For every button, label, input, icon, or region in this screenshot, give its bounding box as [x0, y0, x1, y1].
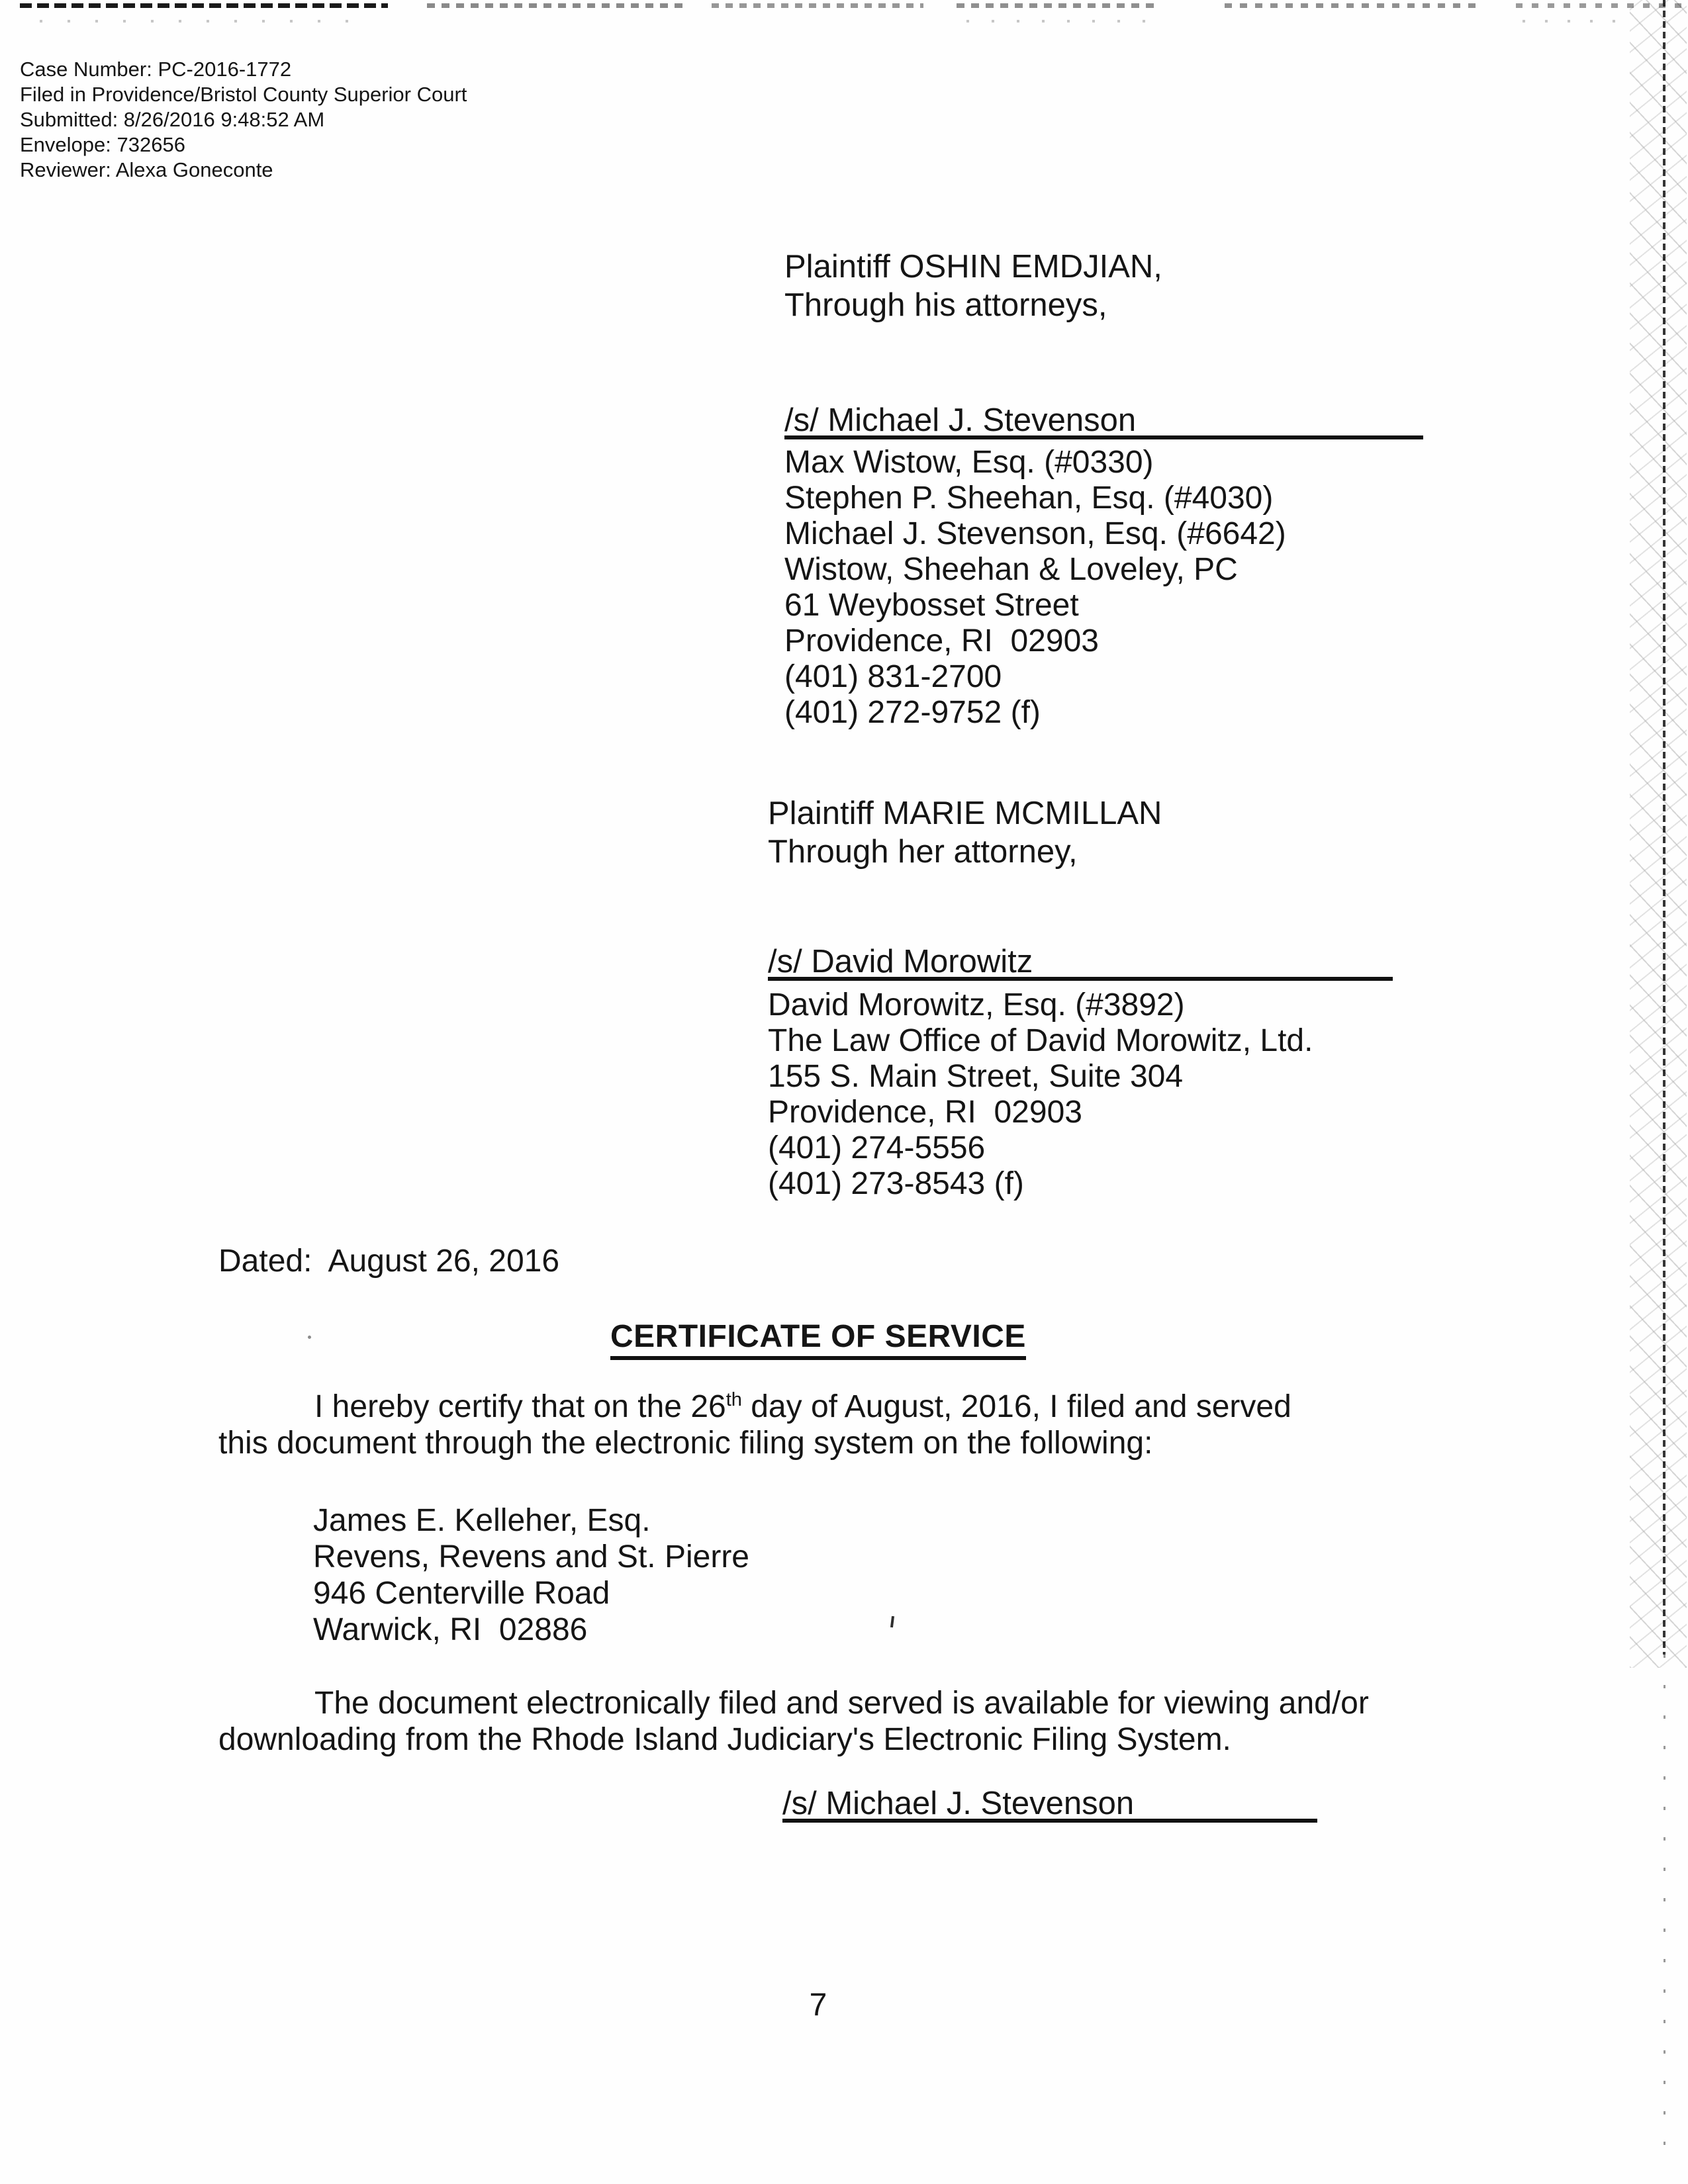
plaintiff1-name-line: Plaintiff OSHIN EMDJIAN, [784, 249, 1162, 285]
certify-text-post: day of August, 2016, I filed and served [741, 1389, 1291, 1424]
plaintiff2-caption [768, 794, 1162, 871]
court-line: Filed in Providence/Bristol County Superior Court [20, 83, 467, 106]
plaintiff2-name-line: Plaintiff MARIE MCMILLAN [768, 796, 1162, 831]
scan-artifact-dots [1523, 20, 1615, 23]
case-number-line: Case Number: PC-2016-1772 [20, 58, 292, 81]
city-line: Providence, RI 02903 [768, 1095, 1082, 1130]
page-number: 7 [809, 1987, 827, 2023]
fax-line: (401) 273-8543 (f) [768, 1166, 1024, 1201]
reviewer-line: Reviewer: Alexa Goneconte [20, 158, 273, 181]
plaintiff2-signature-line: /s/ David Morowitz [768, 946, 1393, 981]
plaintiff1-through-line: Through his attorneys, [784, 287, 1107, 323]
attorney-line: David Morowitz, Esq. (#3892) [768, 987, 1185, 1023]
certify-paragraph-line2: this document through the electronic filing system on the following: [218, 1426, 1153, 1461]
submitted-line: Submitted: 8/26/2016 9:48:52 AM [20, 108, 325, 131]
plaintiff1-attorney-block [784, 445, 1286, 731]
certify-paragraph-line1 [218, 1388, 1291, 1425]
envelope-line: Envelope: 732656 [20, 133, 185, 156]
firm-line: Wistow, Sheehan & Loveley, PC [784, 552, 1238, 587]
plaintiff1-signature-line: /s/ Michael J. Stevenson [784, 405, 1423, 439]
firm-line: The Law Office of David Morowitz, Ltd. [768, 1023, 1313, 1058]
scan-artifact-top-dashes [957, 3, 1158, 8]
availability-paragraph-line2: downloading from the Rhode Island Judiciary's Electronic Filing System. [218, 1722, 1231, 1757]
service-recipient-block [313, 1502, 749, 1648]
phone-line: (401) 274-5556 [768, 1130, 986, 1165]
scan-artifact-tick [890, 1616, 894, 1627]
attorney-line: Stephen P. Sheehan, Esq. (#4030) [784, 480, 1274, 516]
dated-line: Dated: August 26, 2016 [218, 1244, 560, 1279]
scan-artifact-dot [308, 1336, 311, 1339]
fax-line: (401) 272-9752 (f) [784, 695, 1041, 730]
plaintiff2-attorney-block [768, 987, 1313, 1202]
street-line: 155 S. Main Street, Suite 304 [768, 1059, 1184, 1094]
attorney-line: Max Wistow, Esq. (#0330) [784, 445, 1154, 480]
scan-artifact-top-dashes [712, 3, 923, 8]
scan-artifact-top-dashes [427, 3, 688, 8]
availability-paragraph-line1: The document electronically filed and served is available for viewing and/or [314, 1686, 1369, 1721]
recipient-firm-line: Revens, Revens and St. Pierre [313, 1539, 749, 1574]
availability-paragraph [218, 1685, 1369, 1758]
scan-artifact-speckle [1630, 0, 1687, 1668]
scan-artifact-top-dashes [1225, 3, 1476, 8]
certificate-signature-line: /s/ Michael J. Stevenson [782, 1788, 1317, 1823]
recipient-city-line: Warwick, RI 02886 [313, 1612, 588, 1647]
plaintiff2-through-line: Through her attorney, [768, 834, 1078, 870]
certificate-of-service-heading: CERTIFICATE OF SERVICE [610, 1318, 1026, 1360]
ordinal-superscript: th [726, 1389, 742, 1410]
scan-artifact-top-dashes [20, 3, 388, 8]
attorney-line: Michael J. Stevenson, Esq. (#6642) [784, 516, 1286, 551]
plaintiff1-caption [784, 248, 1162, 324]
filing-stamp [20, 57, 467, 183]
scan-artifact-dots [40, 20, 371, 23]
certify-text-pre: I hereby certify that on the 26 [314, 1389, 726, 1424]
city-line: Providence, RI 02903 [784, 623, 1099, 659]
recipient-street-line: 946 Centerville Road [313, 1576, 610, 1611]
scan-artifact-vertical-line [1664, 1655, 1665, 2158]
recipient-name-line: James E. Kelleher, Esq. [313, 1503, 651, 1538]
scan-artifact-dots [966, 20, 1145, 23]
phone-line: (401) 831-2700 [784, 659, 1002, 694]
certify-paragraph [218, 1388, 1291, 1461]
street-line: 61 Weybosset Street [784, 588, 1079, 623]
